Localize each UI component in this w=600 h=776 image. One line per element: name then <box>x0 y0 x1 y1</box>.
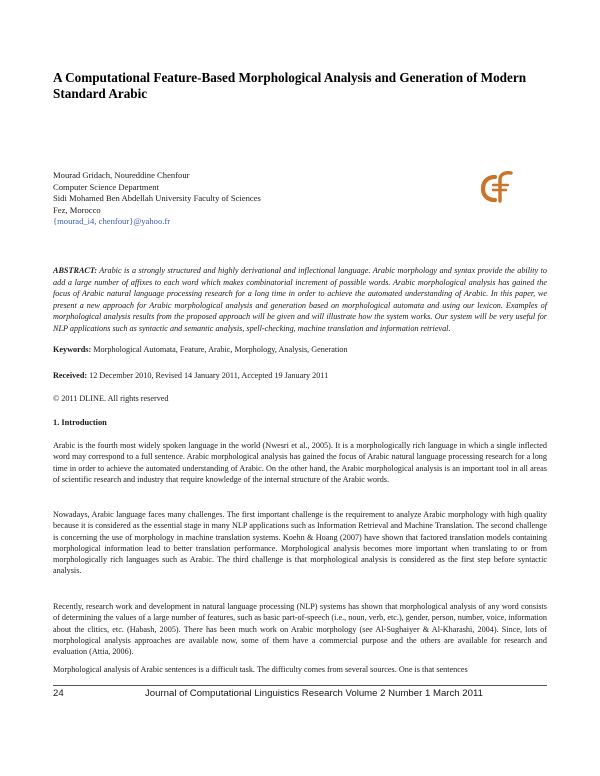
abstract-text: Arabic is a strongly structured and highly derivational and inflectional language. Arabic morphology and syntax provide the ability to add a large number of affixes to each word which makes combinatorial increment of possible words. Arabic morphological analysis has gained the focus of Arabic natural language processing research for a long time in order to achieve the automated understanding of Arabic. In this paper, we present a new approach for Arabic morphological analysis and generation based on morphological automata and using our lexicon. Examples of morphological analysis results from the proposed approach will be given and will illustrate how the system works. Our system will be very useful for NLP applications such as syntactic and semantic analysis, spell-checking, machine translation and information retrieval. <box>53 266 547 333</box>
abstract <box>53 265 547 334</box>
journal-name: Journal of Computational Linguistics Research Volume 2 Number 1 March 2011 <box>145 688 483 699</box>
author-block <box>53 170 433 228</box>
body-paragraph: Morphological analysis of Arabic sentences is a difficult task. The difficulty comes from several sources. One is that sentences <box>53 665 468 674</box>
body-paragraph: Nowadays, Arabic language faces many challenges. The first important challenge is the requirement to analyze Arabic morphology with high quality because it is considered as the essential stage in many NLP applications such as Information Retrieval and Machine Translation. The second challenge is concerning the use of morphology in machine translation systems. Koehn & Hoang (2007) have shown that factored translation models containing morphological information lead to better translation performance. Morphological analysis becomes more important when translating to or from morphologically rich languages such as Arabic. The third challenge is that morphological analysis is considered as the first step before syntactic analysis. <box>53 510 547 576</box>
footer-divider <box>53 685 547 686</box>
body-paragraph: Recently, research work and development in natural language processing (NLP) systems has shown that morphological analysis of any word consists of determining the values of a large number of features, such as basic part-of-speech (i.e., noun, verb, etc.), gender, person, number, voice, information about the clitics, etc. (Habash, 2005). There has been much work on Arabic morphology (see Al-Sughaiyer & Al-Kharashi, 2004). Since, lots of morphological analysis approaches are available now, some of them have a commercial purpose and the others are available for research and evaluation (Attia, 2006). <box>53 602 547 657</box>
page-number: 24 <box>53 688 64 699</box>
author-faculty: Sidi Mohamed Ben Abdellah University Faculty of Sciences <box>53 193 261 204</box>
author-location: Fez, Morocco <box>53 204 101 215</box>
received-label: Received: <box>53 371 88 380</box>
keywords-label: Keywords: <box>53 345 92 354</box>
paper-title: A Computational Feature-Based Morphological Analysis and Generation of Modern Standard Arabic <box>53 70 527 101</box>
keywords <box>53 344 547 355</box>
body-paragraph: Arabic is the fourth most widely spoken language in the world (Nwesri et al., 2005). It is a morphologically rich language in which a single inflected word may correspond to a full sentence. Arabic morphological analysis has gained the focus of Arabic natural language processing research for a long time in order to achieve the automated understanding of Arabic. On the other hand, the Arabic morphological analysis is an important tool in all areas of scientific research and industry that require knowledge of the internal structure of the Arabic words. <box>53 441 547 484</box>
received-dates <box>53 370 547 381</box>
author-names: Mourad Gridach, Noureddine Chenfour <box>53 170 190 180</box>
author-email-link[interactable]: {mourad_i4, chenfour}@yahoo.fr <box>53 216 171 227</box>
section-heading: 1. Introduction <box>53 418 107 427</box>
author-department: Computer Science Department <box>53 181 159 192</box>
copyright-notice: © 2011 DLINE. All rights reserved <box>53 394 169 403</box>
received-text: 12 December 2010, Revised 14 January 2011, Accepted 19 January 2011 <box>89 371 329 380</box>
keywords-text: Morphological Automata, Feature, Arabic, Morphology, Analysis, Generation <box>93 345 348 354</box>
journal-logo-icon <box>478 168 518 204</box>
abstract-label: ABSTRACT: <box>53 266 97 275</box>
